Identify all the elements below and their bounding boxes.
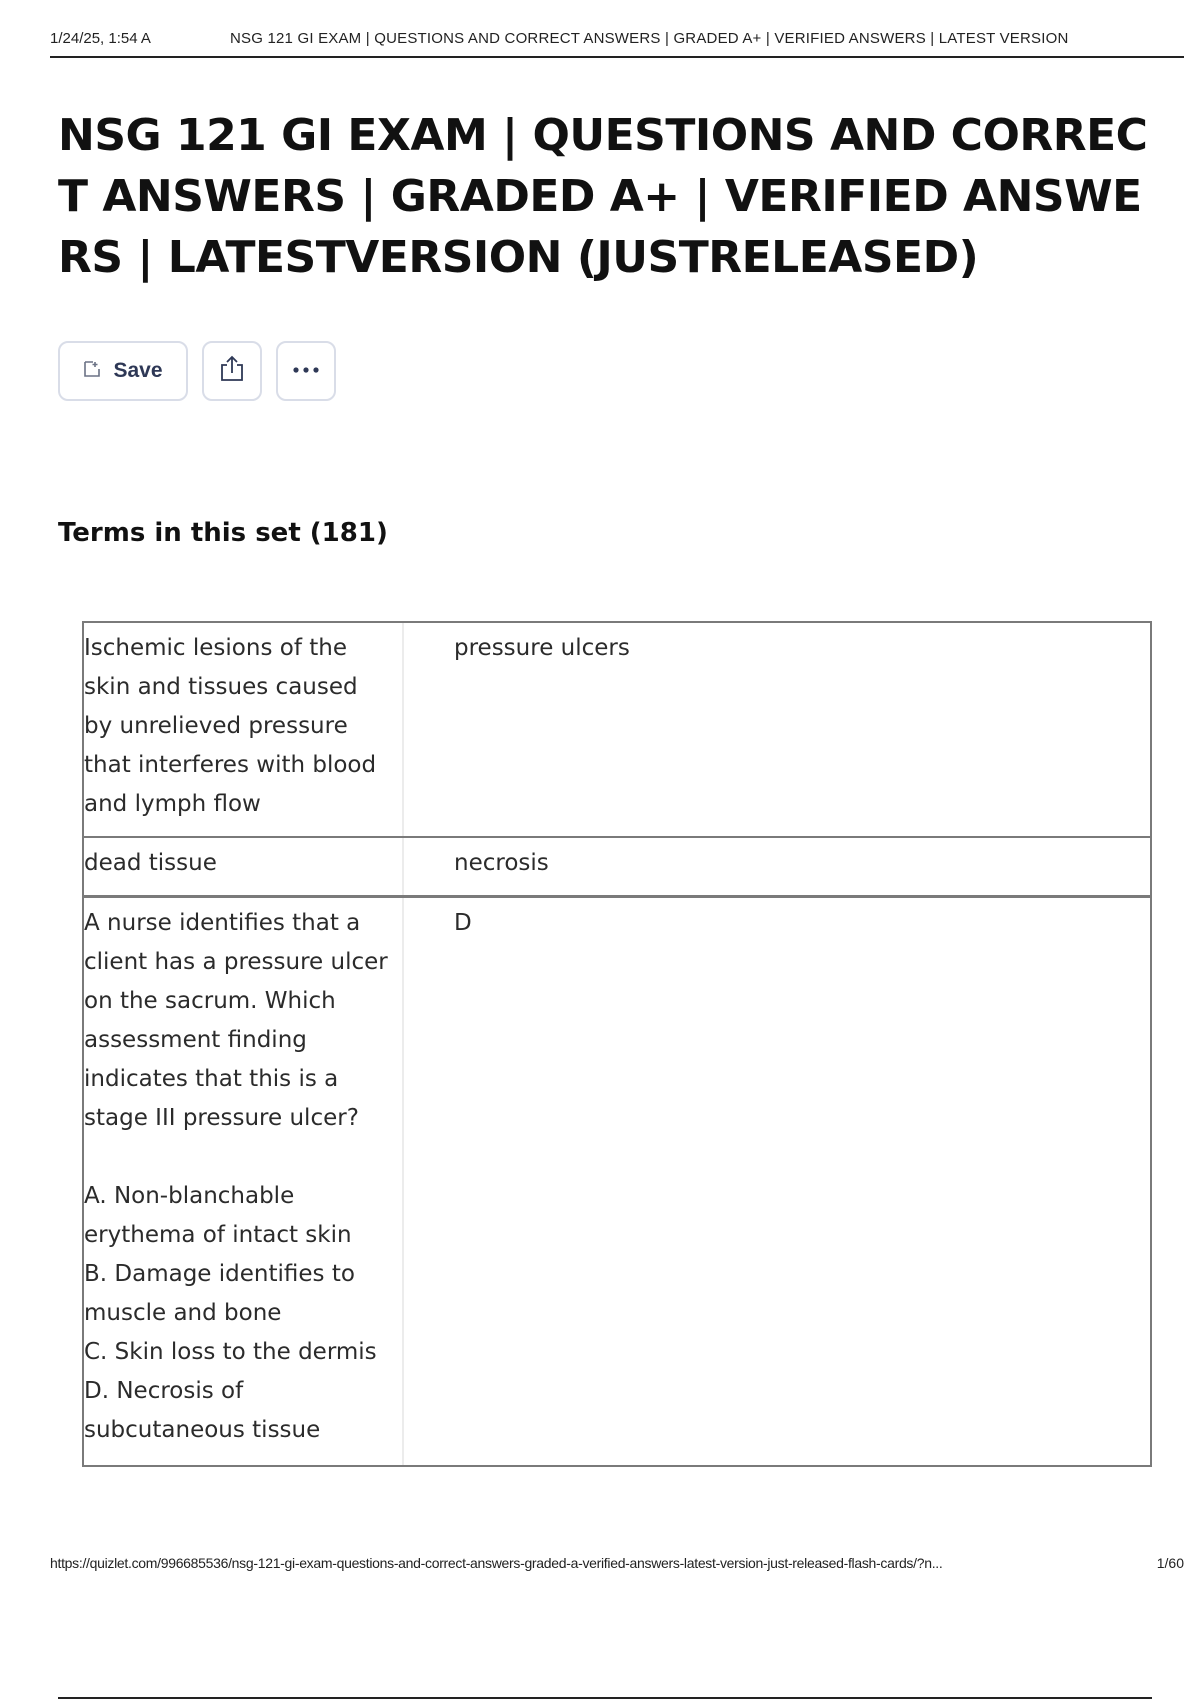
more-icon	[291, 362, 321, 380]
save-label: Save	[113, 359, 163, 382]
term-row	[84, 836, 1150, 895]
share-icon	[217, 354, 247, 389]
print-header	[50, 28, 1184, 58]
term-text: dead tissue	[84, 838, 404, 895]
term-row	[84, 895, 1150, 1465]
bookmark-icon	[83, 360, 101, 383]
terms-table	[82, 621, 1152, 1467]
page-number: 1/60	[1156, 1555, 1184, 1571]
term-text: A nurse identifies that a client has a pressure ulcer on the sacrum. Which assessment finding indicates that this is a stage III pressure ulcer? A. Non-blanchable erythema of intact skin B. Damage identifies to muscle and bone C. Skin loss to the dermis D. Necrosis of subcutaneous tissue	[84, 898, 404, 1465]
print-document-title: NSG 121 GI EXAM | QUESTIONS AND CORRECT ANSWERS | GRADED A+ | VERIFIED ANSWERS | LATEST VERSION	[230, 30, 1069, 47]
print-date: 1/24/25, 1:54 A	[50, 30, 151, 47]
print-url: https://quizlet.com/996685536/nsg-121-gi-exam-questions-and-correct-answers-graded-a-verified-answers-latest-version-just-released-flash-cards/?n...	[50, 1555, 943, 1571]
share-button[interactable]	[202, 341, 262, 401]
definition-text: D	[454, 910, 472, 936]
term-row	[84, 623, 1150, 836]
bottom-divider	[58, 1697, 1152, 1699]
term-text: Ischemic lesions of the skin and tissues caused by unrelieved pressure that interferes with blood and lymph flow	[84, 623, 404, 836]
definition-text: necrosis	[454, 850, 549, 876]
page-title: NSG 121 GI EXAM | QUESTIONS AND CORRECT ANSWERS | GRADED A+ | VERIFIED ANSWERS | LATESTVERSION (JUSTRELEASED)	[58, 110, 1148, 283]
terms-heading: Terms in this set (181)	[58, 518, 388, 548]
more-options-button[interactable]	[276, 341, 336, 401]
definition-text: pressure ulcers	[454, 635, 630, 661]
action-bar	[58, 341, 336, 401]
save-button[interactable]	[58, 341, 188, 401]
